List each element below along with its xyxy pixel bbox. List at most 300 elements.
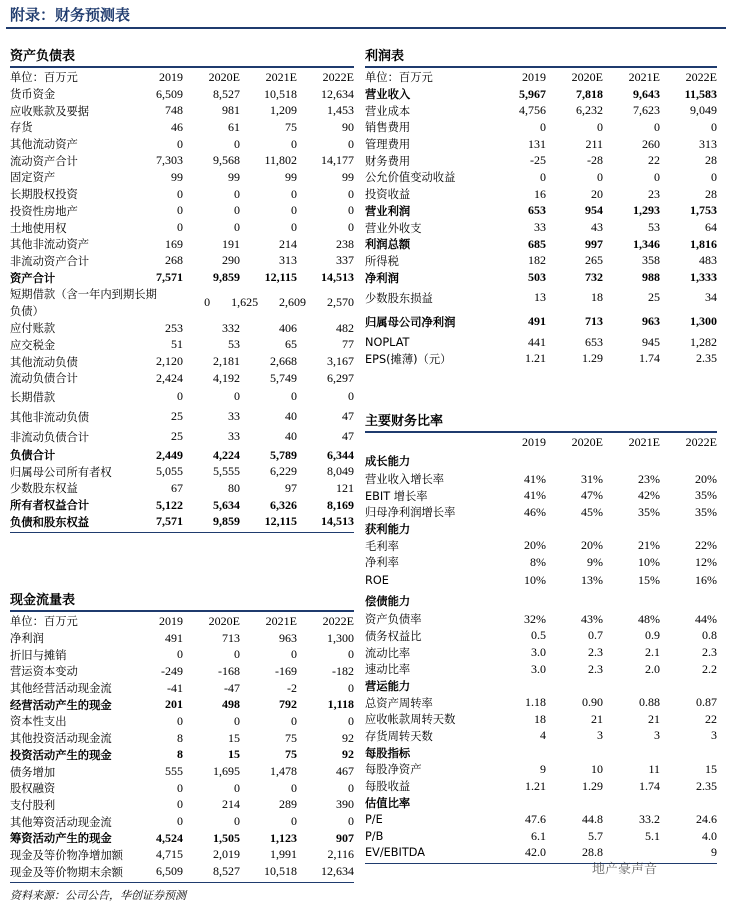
- cell-value: 20%: [524, 538, 546, 553]
- row-label: 投资收益: [365, 188, 411, 202]
- cell-value: 0: [348, 647, 354, 662]
- table-row: [10, 830, 354, 847]
- cell-value: 0: [291, 713, 297, 728]
- cell-value: 10,518: [264, 86, 297, 101]
- ratios-bottom-rule: [365, 863, 717, 864]
- table-row: [10, 136, 354, 153]
- row-label: 负债和股东权益: [10, 515, 90, 529]
- cell-value: 5,967: [519, 86, 546, 101]
- row-label: 获利能力: [365, 523, 411, 537]
- row-label: 每股净资产: [365, 763, 422, 777]
- cell-value: 6,509: [156, 864, 183, 879]
- cell-value: 0: [291, 389, 297, 404]
- table-row: [365, 678, 717, 695]
- cash-flow-bottom-rule: [10, 882, 354, 883]
- cell-value: 10,518: [264, 864, 297, 879]
- cell-value: 1,300: [690, 314, 717, 329]
- cell-value: 0: [291, 203, 297, 218]
- table-row: [365, 794, 717, 811]
- cell-value: 4.0: [702, 828, 717, 843]
- table-row: [365, 286, 717, 310]
- cell-value: 313: [699, 136, 717, 151]
- cell-value: 9%: [587, 554, 603, 569]
- table-row: [365, 554, 717, 571]
- row-label: P/B: [365, 829, 384, 843]
- cell-value: 131: [528, 136, 546, 151]
- cell-value: 0: [597, 119, 603, 134]
- cell-value: 0.87: [696, 695, 717, 710]
- cell-value: 997: [585, 236, 603, 251]
- row-label: 净利润: [10, 632, 44, 646]
- table-row: [10, 513, 354, 530]
- cell-value: 9,643: [633, 86, 660, 101]
- cell-value: 40: [285, 429, 297, 444]
- year-column-header: 2019: [522, 434, 546, 449]
- cell-value: 5,122: [156, 497, 183, 512]
- year-column-header: 2020E: [571, 434, 603, 449]
- cell-value: 1,282: [690, 334, 717, 349]
- table-row: [10, 646, 354, 663]
- row-label: 应交税金: [10, 338, 56, 352]
- cell-value: 482: [336, 320, 354, 335]
- row-label: 股权融资: [10, 782, 56, 796]
- cell-value: 41%: [524, 471, 546, 486]
- cash-flow-panel: [10, 590, 354, 883]
- cell-value: 0: [234, 136, 240, 151]
- cell-value: 483: [699, 253, 717, 268]
- row-label: 少数股东权益: [10, 482, 78, 496]
- row-label: 经营活动产生的现金: [10, 698, 112, 712]
- cell-value: 0: [348, 780, 354, 795]
- cash-flow-title: 现金流量表: [10, 593, 76, 608]
- cell-value: 1,300: [327, 630, 354, 645]
- cell-value: 33: [228, 409, 240, 424]
- table-row: [365, 186, 717, 203]
- table-row: [10, 763, 354, 780]
- year-column-header: 2021E: [628, 69, 660, 84]
- row-label: 营运资本变动: [10, 665, 78, 679]
- cell-value: 8: [177, 747, 183, 762]
- row-label: 少数股东损益: [365, 291, 433, 305]
- cell-value: 0: [177, 186, 183, 201]
- cell-value: 0.8: [702, 628, 717, 643]
- cell-value: 47: [342, 429, 354, 444]
- cell-value: 2,609: [279, 295, 307, 310]
- cell-value: 1,816: [690, 236, 717, 251]
- cell-value: 406: [279, 320, 297, 335]
- cell-value: 214: [279, 236, 297, 251]
- unit-label: 单位：百万元: [10, 615, 78, 629]
- row-label: 债务增加: [10, 765, 56, 779]
- cell-value: 35%: [638, 504, 660, 519]
- cell-value: -28: [587, 153, 603, 168]
- table-row: [365, 102, 717, 119]
- cell-value: 6,344: [327, 447, 354, 462]
- cell-value: 12,634: [321, 864, 354, 879]
- table-row: [10, 797, 354, 814]
- cell-value: 2.3: [702, 645, 717, 660]
- row-label: 土地使用权: [10, 221, 67, 235]
- cell-value: 51: [171, 337, 183, 352]
- cell-value: 13%: [581, 573, 603, 588]
- cell-value: 1,209: [270, 103, 297, 118]
- cell-value: 97: [285, 480, 297, 495]
- cell-value: 35%: [695, 488, 717, 503]
- cell-value: 0: [348, 136, 354, 151]
- cell-value: 907: [336, 830, 354, 845]
- cell-value: 1.21: [525, 351, 546, 366]
- cell-value: 44%: [695, 611, 717, 626]
- cell-value: 3: [711, 728, 717, 743]
- cell-value: 28.8: [582, 845, 603, 860]
- cell-value: 7,571: [156, 270, 183, 285]
- cell-value: 2.2: [702, 661, 717, 676]
- cell-value: 0: [348, 680, 354, 695]
- balance-sheet-bottom-rule: [10, 532, 354, 533]
- table-row: [10, 119, 354, 136]
- cell-value: 8%: [530, 554, 546, 569]
- table-row: [10, 203, 354, 220]
- cell-value: 503: [528, 270, 546, 285]
- cell-value: 8,527: [213, 864, 240, 879]
- ratios-panel: [365, 411, 717, 864]
- table-row: [365, 571, 717, 591]
- table-row: [10, 353, 354, 370]
- cell-value: 6,229: [270, 464, 297, 479]
- row-label: 其他非流动负债: [10, 410, 90, 424]
- row-label: EBIT 增长率: [365, 489, 428, 503]
- cell-value: 92: [342, 747, 354, 762]
- table-row: [365, 728, 717, 745]
- table-row: [10, 663, 354, 680]
- row-label: 流动资产合计: [10, 154, 78, 168]
- balance-sheet-rule: [10, 66, 354, 68]
- table-row: [10, 169, 354, 186]
- cell-value: -2: [287, 680, 297, 695]
- cell-value: 491: [165, 630, 183, 645]
- cell-value: -182: [332, 663, 354, 678]
- cell-value: 4,756: [519, 103, 546, 118]
- cell-value: 99: [342, 169, 354, 184]
- table-row: [365, 351, 717, 368]
- cell-value: 1,118: [327, 697, 354, 712]
- cell-value: 2,116: [327, 847, 354, 862]
- row-label: 其他筹资活动现金流: [10, 815, 112, 829]
- cell-value: 20%: [581, 538, 603, 553]
- cell-value: 3.0: [531, 661, 546, 676]
- cell-value: 65: [285, 337, 297, 352]
- table-row: [10, 497, 354, 514]
- row-label: 营业外收支: [365, 221, 422, 235]
- row-label: 流动比率: [365, 646, 411, 660]
- cell-value: 18: [534, 711, 546, 726]
- cell-value: 5.7: [588, 828, 603, 843]
- cell-value: -47: [224, 680, 240, 695]
- cell-value: 45%: [581, 504, 603, 519]
- cell-value: 0: [654, 169, 660, 184]
- table-row: [10, 813, 354, 830]
- cell-value: 6,326: [270, 497, 297, 512]
- row-label: P/E: [365, 812, 383, 826]
- table-row: [10, 730, 354, 747]
- ratios-title: 主要财务比率: [365, 414, 444, 429]
- cell-value: 211: [585, 136, 603, 151]
- cell-value: 268: [165, 253, 183, 268]
- cell-value: 10: [591, 761, 603, 776]
- table-row: [365, 591, 717, 611]
- cell-value: 99: [228, 169, 240, 184]
- cell-value: 28: [705, 153, 717, 168]
- row-label: 短期借款（含一年内到期长期负债）: [10, 287, 157, 318]
- table-row: [365, 310, 717, 334]
- row-label: 利润总额: [365, 238, 411, 252]
- table-row: [10, 337, 354, 354]
- cell-value: 0: [291, 136, 297, 151]
- cell-value: 0: [177, 220, 183, 235]
- cell-value: 1,478: [270, 764, 297, 779]
- table-row: [365, 86, 717, 103]
- table-row: [365, 451, 717, 471]
- cell-value: -25: [530, 153, 546, 168]
- table-row: [10, 480, 354, 497]
- cell-value: 498: [222, 697, 240, 712]
- table-row: [365, 611, 717, 628]
- row-label: 债务权益比: [365, 629, 422, 643]
- cell-value: 555: [165, 764, 183, 779]
- cell-value: 10%: [524, 573, 546, 588]
- cell-value: 0: [234, 389, 240, 404]
- row-label: 资产合计: [10, 271, 56, 285]
- row-label: 营业利润: [365, 204, 411, 218]
- row-label: EV/EBITDA: [365, 846, 426, 860]
- cell-value: 1.29: [582, 351, 603, 366]
- cell-value: 53: [228, 337, 240, 352]
- cell-value: 20: [591, 186, 603, 201]
- cell-value: 5,634: [213, 497, 240, 512]
- balance-sheet-title: 资产负债表: [10, 49, 76, 64]
- cell-value: 0.9: [645, 628, 660, 643]
- year-column-header: 2020E: [571, 69, 603, 84]
- year-column-header: 2021E: [628, 434, 660, 449]
- cell-value: 0: [177, 780, 183, 795]
- cell-value: 713: [222, 630, 240, 645]
- cell-value: 8: [177, 730, 183, 745]
- cell-value: 75: [285, 730, 297, 745]
- table-row: [365, 761, 717, 778]
- cell-value: 441: [528, 334, 546, 349]
- row-label: 毛利率: [365, 539, 399, 553]
- cell-value: 945: [642, 334, 660, 349]
- cell-value: 2.35: [696, 778, 717, 793]
- table-row: [365, 119, 717, 136]
- cell-value: 3.0: [531, 645, 546, 660]
- cell-value: 6,232: [576, 103, 603, 118]
- cell-value: 14,177: [321, 153, 354, 168]
- cell-value: 48%: [638, 611, 660, 626]
- page-title: 附录：财务预测表: [10, 6, 131, 24]
- row-label: 财务费用: [365, 154, 411, 168]
- table-row: [10, 713, 354, 730]
- year-column-header: 2019: [159, 613, 183, 628]
- table-row: [10, 447, 354, 464]
- table-header-row: [365, 434, 717, 451]
- cell-value: 0: [540, 169, 546, 184]
- cell-value: 34: [705, 290, 717, 305]
- row-label: 投资性房地产: [10, 204, 78, 218]
- table-header-row: [10, 69, 354, 86]
- table-row: [365, 844, 717, 861]
- cell-value: 61: [228, 119, 240, 134]
- cell-value: 238: [336, 236, 354, 251]
- cell-value: 3: [597, 728, 603, 743]
- cell-value: 748: [165, 103, 183, 118]
- cell-value: 0: [177, 389, 183, 404]
- row-label: 净利率: [365, 556, 399, 570]
- cell-value: 981: [222, 103, 240, 118]
- cell-value: 15: [705, 761, 717, 776]
- row-label: 偿债能力: [365, 594, 411, 608]
- row-label: 固定资产: [10, 171, 56, 185]
- row-label: 总资产周转率: [365, 696, 433, 710]
- cell-value: 5,749: [270, 370, 297, 385]
- table-row: [365, 521, 717, 538]
- source-note: 资料来源：公司公告，华创证券预测: [10, 889, 186, 902]
- cell-value: 2,019: [213, 847, 240, 862]
- cell-value: 7,303: [156, 153, 183, 168]
- table-row: [10, 407, 354, 427]
- cell-value: 9,568: [213, 153, 240, 168]
- year-column-header: 2022E: [322, 69, 354, 84]
- table-row: [365, 504, 717, 521]
- table-row: [365, 644, 717, 661]
- row-label: 归母净利润增长率: [365, 506, 456, 520]
- cell-value: 5,789: [270, 447, 297, 462]
- cell-value: 265: [585, 253, 603, 268]
- unit-label: 单位：百万元: [365, 71, 433, 85]
- table-row: [365, 334, 717, 351]
- cell-value: 1,505: [213, 830, 240, 845]
- cell-value: 169: [165, 236, 183, 251]
- cell-value: 0: [711, 169, 717, 184]
- cell-value: 25: [648, 290, 660, 305]
- cell-value: 0: [204, 295, 211, 310]
- table-row: [10, 463, 354, 480]
- cell-value: 0: [291, 220, 297, 235]
- cell-value: 0: [348, 203, 354, 218]
- cell-value: 9,859: [213, 270, 240, 285]
- row-label: 其他流动资产: [10, 138, 78, 152]
- row-label: 其他投资活动现金流: [10, 732, 112, 746]
- cell-value: 201: [165, 697, 183, 712]
- cell-value: 0: [348, 220, 354, 235]
- row-label: 营业成本: [365, 104, 411, 118]
- table-row: [10, 253, 354, 270]
- cell-value: 42%: [638, 488, 660, 503]
- row-label: ROE: [365, 574, 389, 588]
- cell-value: 1.18: [525, 695, 546, 710]
- cell-value: 12,115: [264, 514, 297, 529]
- unit-label: 单位：百万元: [10, 71, 78, 85]
- cell-value: 653: [528, 203, 546, 218]
- row-label: 归属母公司所有者权: [10, 465, 112, 479]
- cell-value: 35%: [695, 504, 717, 519]
- table-row: [10, 286, 354, 320]
- cell-value: 21: [591, 711, 603, 726]
- cell-value: 1,453: [327, 103, 354, 118]
- income-statement-rule: [365, 66, 717, 68]
- cell-value: 80: [228, 480, 240, 495]
- cell-value: 33: [534, 220, 546, 235]
- cell-value: 7,571: [156, 514, 183, 529]
- cell-value: 64: [705, 220, 717, 235]
- cell-value: 963: [279, 630, 297, 645]
- cell-value: 43%: [581, 611, 603, 626]
- cell-value: 954: [585, 203, 603, 218]
- cell-value: 12,634: [321, 86, 354, 101]
- balance-sheet-panel: [10, 46, 354, 533]
- cell-value: 0: [234, 647, 240, 662]
- table-row: [10, 780, 354, 797]
- cell-value: 21: [648, 711, 660, 726]
- row-label: 营运能力: [365, 679, 411, 693]
- cell-value: 732: [585, 270, 603, 285]
- table-row: [365, 219, 717, 236]
- table-header-row: [365, 69, 717, 86]
- cell-value: -168: [218, 663, 240, 678]
- cell-value: 1,346: [633, 236, 660, 251]
- cell-value: 0: [654, 119, 660, 134]
- cell-value: 47%: [581, 488, 603, 503]
- cell-value: 0: [177, 203, 183, 218]
- cell-value: 0: [234, 814, 240, 829]
- cell-value: 289: [279, 797, 297, 812]
- cell-value: -169: [275, 663, 297, 678]
- table-row: [365, 628, 717, 645]
- cell-value: 99: [285, 169, 297, 184]
- cell-value: 23: [648, 186, 660, 201]
- cell-value: 988: [642, 270, 660, 285]
- cell-value: 28: [705, 186, 717, 201]
- table-row: [365, 203, 717, 220]
- year-column-header: 2019: [159, 69, 183, 84]
- cell-value: 214: [222, 797, 240, 812]
- row-label: 其他流动负债: [10, 355, 78, 369]
- cell-value: 11: [648, 761, 660, 776]
- cell-value: 1.74: [639, 351, 660, 366]
- row-label: 投资活动产生的现金: [10, 748, 112, 762]
- table-row: [10, 680, 354, 697]
- cell-value: 0: [348, 713, 354, 728]
- cell-value: 0.7: [588, 628, 603, 643]
- cell-value: 0: [348, 814, 354, 829]
- cell-value: 9: [540, 761, 546, 776]
- table-row: [365, 778, 717, 795]
- cell-value: 7,818: [576, 86, 603, 101]
- row-label: 货币资金: [10, 88, 56, 102]
- table-row: [10, 152, 354, 169]
- year-column-header: 2021E: [265, 69, 297, 84]
- cell-value: 24.6: [696, 811, 717, 826]
- cell-value: 0: [234, 203, 240, 218]
- cell-value: 13: [534, 290, 546, 305]
- cell-value: 182: [528, 253, 546, 268]
- cell-value: 8,527: [213, 86, 240, 101]
- table-row: [10, 269, 354, 286]
- row-label: 速动比率: [365, 663, 411, 677]
- table-row: [365, 811, 717, 828]
- cell-value: 16%: [695, 573, 717, 588]
- cell-value: 1,753: [690, 203, 717, 218]
